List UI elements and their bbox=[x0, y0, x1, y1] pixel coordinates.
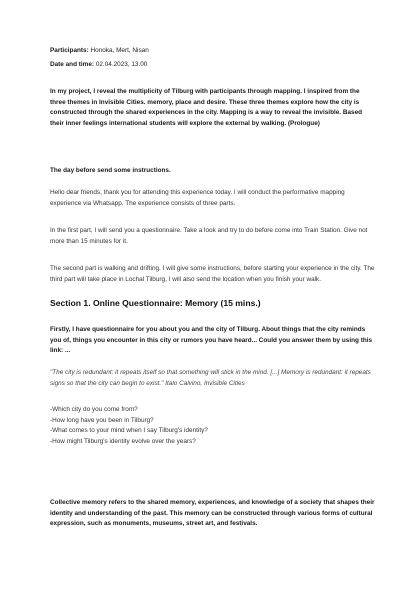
second-part-paragraph: The second part is walking and drifting. I will give some instructions, before starting your experience in the city. The third part will take place in Lochal Tilburg, I will also send the location when you finish your walk. bbox=[50, 265, 375, 283]
participants-label: Participants: bbox=[50, 47, 89, 54]
day-before-heading: The day before send some instructions. bbox=[50, 167, 171, 174]
first-part-paragraph: In the first part, I will send you a questionnaire. Take a look and try to do before come into Train Station. Give not more than 15 minutes for it. bbox=[50, 227, 368, 245]
list-item: -Which city do you come from? bbox=[50, 406, 138, 413]
participants-value: Honoka, Mert, Nisan bbox=[90, 47, 149, 54]
date-label: Date and time: bbox=[50, 61, 95, 68]
date-line bbox=[50, 60, 147, 70]
list-item: -How might Tilburg's identity evolve over the years? bbox=[50, 437, 196, 445]
question-list bbox=[50, 405, 376, 447]
section-1-heading: Section 1. Online Questionnaire: Memory (15 mins.) bbox=[50, 298, 261, 308]
greeting-paragraph: Hello dear friends, thank you for attending this experience today. I will conduct the performative mapping experience via Whatsapp. The experience consists of three parts. bbox=[50, 189, 345, 207]
list-item: -What comes to your mind when I say Tilburg's identity? bbox=[50, 427, 208, 435]
section-1-intro: Firstly, I have questionnaire for you about you and the city of Tilburg. About things that the city reminds you of, things you encounter in this city or rumors you have heard... Could you answer them by using this link: ... bbox=[50, 326, 373, 355]
intro-paragraph: In my project, I reveal the multiplicity of Tilburg with participants through mapping. I inspired from the three themes in Invisible Cities. memory, place and desire. These three themes explore how the city is constructed through the shared experiences in the city. Mapping is a way to reveal the invisible. Based their inner feelings international students will explore the external by walking. (Prologue) bbox=[50, 88, 363, 127]
participants-line bbox=[50, 46, 149, 56]
collective-memory-paragraph: Collective memory refers to the shared memory, experiences, and knowledge of a society that shapes their identity and understanding of the past. This memory can be constructed through various forms of cultural expression, such as monuments, museums, street art, and festivals. bbox=[50, 499, 375, 528]
calvino-quote: "The city is redundant: it repeats itself so that something will stick in the mind. [...] Memory is redundant: it repeats signs so that the city can begin to exist." Italo Calvino, Invisible Cities bbox=[50, 369, 371, 387]
date-value: 02.04.2023, 13.00 bbox=[95, 61, 148, 68]
list-item: -How long have you been in Tilburg? bbox=[50, 416, 154, 424]
